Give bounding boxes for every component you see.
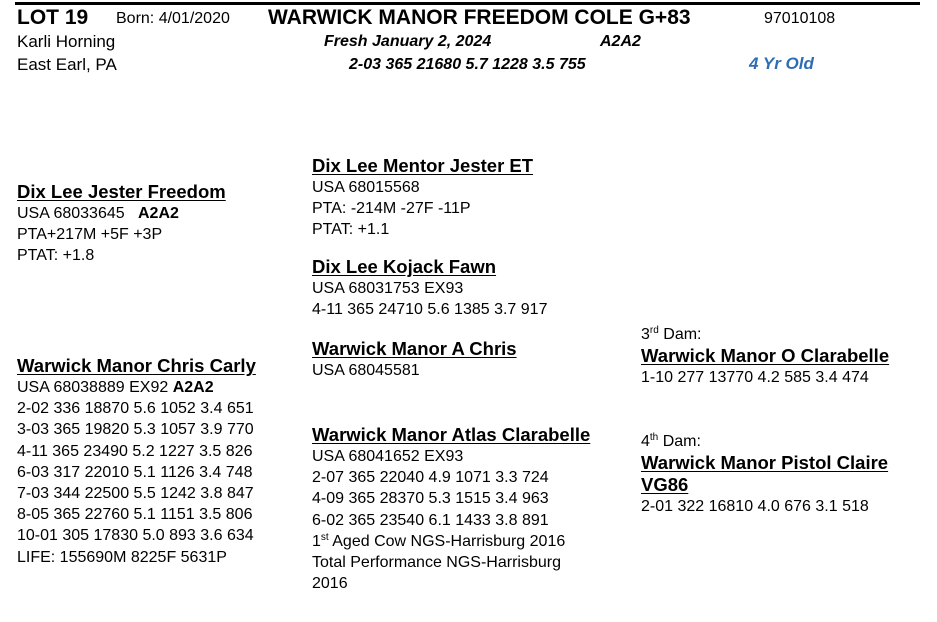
cow-name: WARWICK MANOR FREEDOM COLE G+83 [268,6,691,29]
dam-record: 7-03 344 22500 5.5 1242 3.8 847 [17,485,254,503]
maternal-grandsire-reg: USA 68045581 [312,362,420,379]
dam-block [17,355,256,568]
third-dam-label [641,324,889,345]
fourth-dam-label-number: 4 [641,433,650,450]
paternal-granddam-record: 4-11 365 24710 5.6 1385 3.7 917 [312,301,548,319]
maternal-granddam-record: 6-02 365 23540 6.1 1433 3.8 891 [312,511,549,529]
sire-reg-number: USA 68033645 [17,205,125,222]
third-dam-name: Warwick Manor O Clarabelle [641,345,890,367]
top-rule [15,2,920,5]
production-record: 2-03 365 21680 5.7 1228 3.5 755 [349,56,586,73]
fourth-dam-name: Warwick Manor Pistol Claire [641,452,889,474]
maternal-granddam-award-2-year: 2016 [312,575,348,593]
award-ordinal: 1 [312,532,321,550]
award-text: Aged Cow NGS-Harrisburg 2016 [328,532,566,550]
third-dam-label-text: Dam: [658,326,702,343]
sire-pta: PTA+217M +5F +3P [17,226,163,244]
dam-record: 3-03 365 19820 5.3 1057 3.9 770 [17,421,254,439]
maternal-grandsire-name: Warwick Manor A Chris [312,338,517,359]
fourth-dam-label [641,431,888,452]
fourth-dam-block [641,431,888,517]
dam-lifetime: LIFE: 155690M 8225F 5631P [17,548,227,566]
sire-genotype: A2A2 [138,205,179,222]
dam-record: 8-05 365 22760 5.1 1151 3.5 806 [17,506,253,524]
dam-record: 4-11 365 23490 5.2 1227 3.5 826 [17,442,253,460]
third-dam-label-suffix: rd [649,325,659,336]
paternal-granddam-name: Dix Lee Kojack Fawn [312,256,497,277]
dam-registration [17,377,256,398]
dam-record: 6-03 317 22010 5.1 1126 3.4 748 [17,463,253,481]
paternal-grandsire-pta: PTA: -214M -27F -11P [312,200,471,218]
maternal-granddam-block [312,424,590,594]
fourth-dam-label-suffix: th [649,432,659,443]
dam-name: Warwick Manor Chris Carly [17,355,256,376]
maternal-granddam-record: 2-07 365 22040 4.9 1071 3.3 724 [312,469,549,487]
third-dam-label-number: 3 [641,326,650,343]
dam-record: 2-02 336 18870 5.6 1052 3.4 651 [17,400,254,418]
fourth-dam-record: 2-01 322 16810 4.0 676 3.1 518 [641,498,869,516]
sire-block [17,181,226,267]
consignor-location: East Earl, PA [17,55,117,74]
lot-number: LOT 19 [17,6,89,29]
third-dam-block [641,324,889,388]
fourth-dam-classification: VG86 [641,474,689,496]
dam-record: 10-01 305 17830 5.0 893 3.6 634 [17,527,254,545]
maternal-granddam-record: 4-09 365 28370 5.3 1515 3.4 963 [312,490,549,508]
paternal-grandsire-ptat: PTAT: +1.1 [312,221,390,239]
maternal-granddam-name: Warwick Manor Atlas Clarabelle [312,424,591,445]
genotype-badge: A2A2 [600,33,641,50]
fresh-date: Fresh January 2, 2024 [324,33,492,50]
paternal-granddam-reg: USA 68031753 EX93 [312,280,464,297]
maternal-granddam-reg: USA 68041652 EX93 [312,448,464,465]
paternal-grandsire-block [312,155,533,241]
fourth-dam-label-text: Dam: [658,433,701,450]
age-label: 4 Yr Old [749,54,814,73]
paternal-grandsire-reg: USA 68015568 [312,179,420,196]
paternal-grandsire-name: Dix Lee Mentor Jester ET [312,155,534,176]
sire-registration [17,203,226,224]
maternal-grandsire-block [312,338,517,381]
third-dam-record: 1-10 277 13770 4.2 585 3.4 474 [641,369,869,387]
maternal-granddam-award [312,531,590,552]
award-ordinal-suffix: st [320,531,329,543]
dam-reg-number: USA 68038889 EX92 [17,379,169,396]
dam-genotype: A2A2 [172,379,214,396]
paternal-granddam-block [312,256,547,320]
consignor-name: Karli Horning [17,32,116,51]
sire-name: Dix Lee Jester Freedom [17,181,226,202]
birth-date: Born: 4/01/2020 [116,10,230,27]
maternal-granddam-award-2: Total Performance NGS-Harrisburg [312,554,561,572]
registration-number: 97010108 [764,10,836,27]
sire-ptat: PTAT: +1.8 [17,247,95,265]
